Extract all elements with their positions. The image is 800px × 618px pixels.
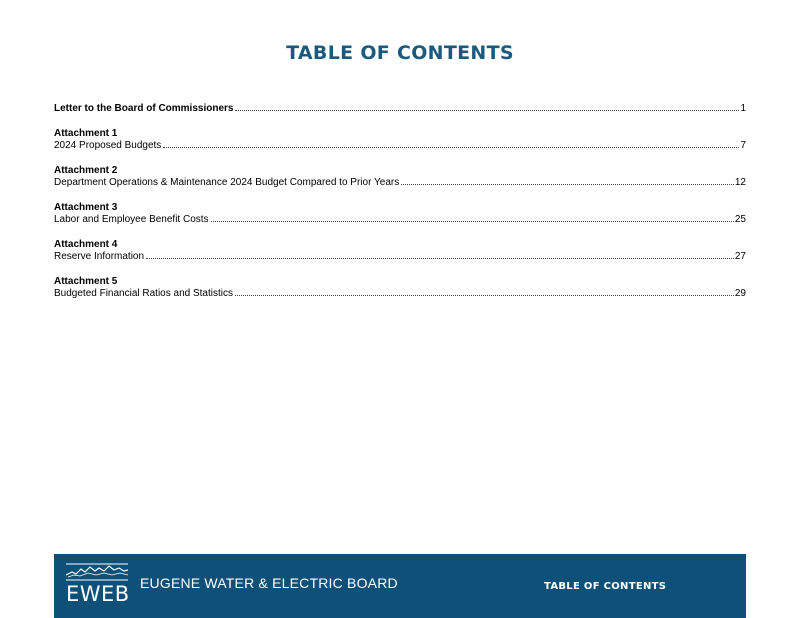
toc-entry-attachment-5 — [54, 276, 746, 300]
toc-row[interactable] — [54, 140, 746, 152]
attachment-heading: Attachment 1 — [54, 128, 118, 139]
toc-entry-attachment-3 — [54, 202, 746, 226]
toc-label: Budgeted Financial Ratios and Statistics — [54, 288, 233, 299]
attachment-heading: Attachment 3 — [54, 202, 118, 213]
toc-page-number: 29 — [734, 288, 746, 299]
toc-page-number: 12 — [734, 177, 746, 188]
eweb-logo — [66, 563, 130, 609]
toc-label: Reserve Information — [54, 251, 145, 262]
toc-row[interactable] — [54, 288, 746, 300]
page-title: TABLE OF CONTENTS — [286, 42, 514, 64]
dot-leader — [401, 184, 734, 185]
dot-leader — [163, 147, 739, 148]
toc-label: Letter to the Board of Commissioners — [54, 103, 234, 114]
toc-page-number: 7 — [740, 140, 746, 151]
footer-section-label: TABLE OF CONTENTS — [544, 581, 667, 592]
mountain-logo-icon — [66, 563, 128, 581]
dot-leader — [211, 221, 734, 222]
toc-entry-letter — [54, 103, 746, 115]
attachment-heading: Attachment 4 — [54, 239, 118, 250]
toc-row[interactable] — [54, 177, 746, 189]
dot-leader — [235, 110, 739, 111]
toc-row[interactable] — [54, 251, 746, 263]
toc-label: Labor and Employee Benefit Costs — [54, 214, 209, 225]
toc-row[interactable] — [54, 103, 746, 115]
dot-leader — [235, 295, 734, 296]
toc-entry-attachment-4 — [54, 239, 746, 263]
toc-page-number: 1 — [740, 103, 746, 114]
attachment-heading: Attachment 5 — [54, 276, 118, 287]
attachment-heading: Attachment 2 — [54, 165, 118, 176]
toc-label: 2024 Proposed Budgets — [54, 140, 162, 151]
toc-row[interactable] — [54, 214, 746, 226]
toc-label: Department Operations & Maintenance 2024 Budget Compared to Prior Years — [54, 177, 400, 188]
dot-leader — [146, 258, 734, 259]
page-footer — [54, 554, 746, 618]
toc-entry-attachment-2 — [54, 165, 746, 189]
toc-entry-attachment-1 — [54, 128, 746, 152]
toc-page-number: 25 — [734, 214, 746, 225]
logo-text: EWEB — [66, 582, 130, 606]
table-of-contents — [54, 103, 746, 313]
organization-name: EUGENE WATER & ELECTRIC BOARD — [140, 575, 398, 591]
toc-page-number: 27 — [734, 251, 746, 262]
